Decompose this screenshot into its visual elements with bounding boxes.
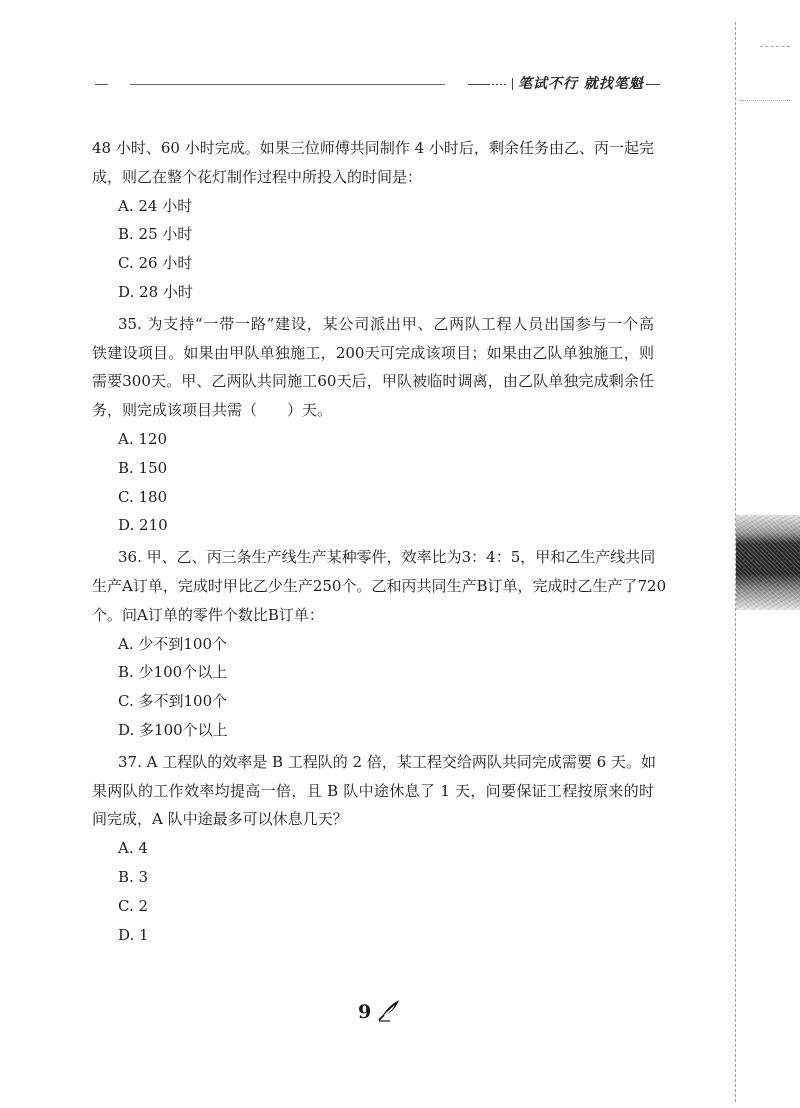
option-d: D. 多100个以上 <box>118 720 228 739</box>
option-d: D. 1 <box>118 925 149 944</box>
option-a: A. 少不到100个 <box>118 634 227 653</box>
question-text-line: 间完成，A 队中途最多可以休息几天？ <box>92 810 348 829</box>
question-text-line: 需要300天。甲、乙两队共同施工60天后，甲队被临时调离，由乙队单独完成剩余任 <box>92 372 654 391</box>
question-continued <box>92 134 654 307</box>
question-list <box>92 134 667 949</box>
question-text-line: 36. 甲、乙、丙三条生产线生产某种零件，效率比为3：4：5，甲和乙生产线共同 <box>118 548 656 567</box>
option-b: B. 25 小时 <box>118 225 193 244</box>
scan-margin-mark <box>760 46 790 47</box>
option-c: C. 多不到100个 <box>118 692 228 711</box>
question-text-line: 个。问A订单的零件个数比B订单： <box>92 605 324 624</box>
question-35 <box>92 310 654 540</box>
header-tail-rule <box>646 84 660 85</box>
option-a: A. 24 小时 <box>118 196 193 215</box>
question-36 <box>92 543 667 745</box>
question-text-line: 果两队的工作效率均提高一倍，且 B 队中途休息了 1 天，问要保证工程按原来的时 <box>92 781 654 800</box>
question-text-line: 生产A订单，完成时甲比乙少生产250个。乙和丙共同生产B订单，完成时乙生产了720 <box>92 576 667 595</box>
header-slogan: 笔试不行 就找笔魁 <box>518 76 644 92</box>
option-a: A. 4 <box>118 839 148 858</box>
option-d: D. 28 小时 <box>118 282 193 301</box>
question-text-line: 35. 为支持“一带一路”建设，某公司派出甲、乙两队工程人员出国参与一个高 <box>118 314 654 333</box>
option-b: B. 3 <box>118 867 149 886</box>
option-a: A. 120 <box>118 429 167 448</box>
question-text-line: 成，则乙在整个花灯制作过程中所投入的时间是： <box>92 167 423 186</box>
question-text-line: 务，则完成该项目共需（ ）天。 <box>92 401 333 420</box>
scan-shadow <box>736 515 800 610</box>
option-b: B. 150 <box>118 458 168 477</box>
page-number: 9 <box>358 1001 372 1023</box>
option-b: B. 少100个以上 <box>118 663 228 682</box>
option-c: C. 2 <box>118 896 149 915</box>
quill-pen-icon <box>377 998 401 1022</box>
question-text-line: 37. A 工程队的效率是 B 工程队的 2 倍，某工程交给两队共同完成需要 6 天。如 <box>118 752 656 771</box>
header-dotted-lead <box>468 84 508 85</box>
question-37 <box>92 748 654 950</box>
scan-margin-mark <box>740 100 790 101</box>
option-c: C. 180 <box>118 487 168 506</box>
header-tick <box>512 78 513 90</box>
option-d: D. 210 <box>118 516 168 535</box>
question-text-line: 48 小时、60 小时完成。如果三位师傅共同制作 4 小时后，剩余任务由乙、丙一起完 <box>92 139 654 157</box>
header-short-dash <box>95 84 108 85</box>
question-text-line: 铁建设项目。如果由甲队单独施工，200天可完成该项目；如果由乙队单独施工，则 <box>92 343 654 362</box>
header-rule <box>130 84 445 85</box>
option-c: C. 26 小时 <box>118 254 193 273</box>
